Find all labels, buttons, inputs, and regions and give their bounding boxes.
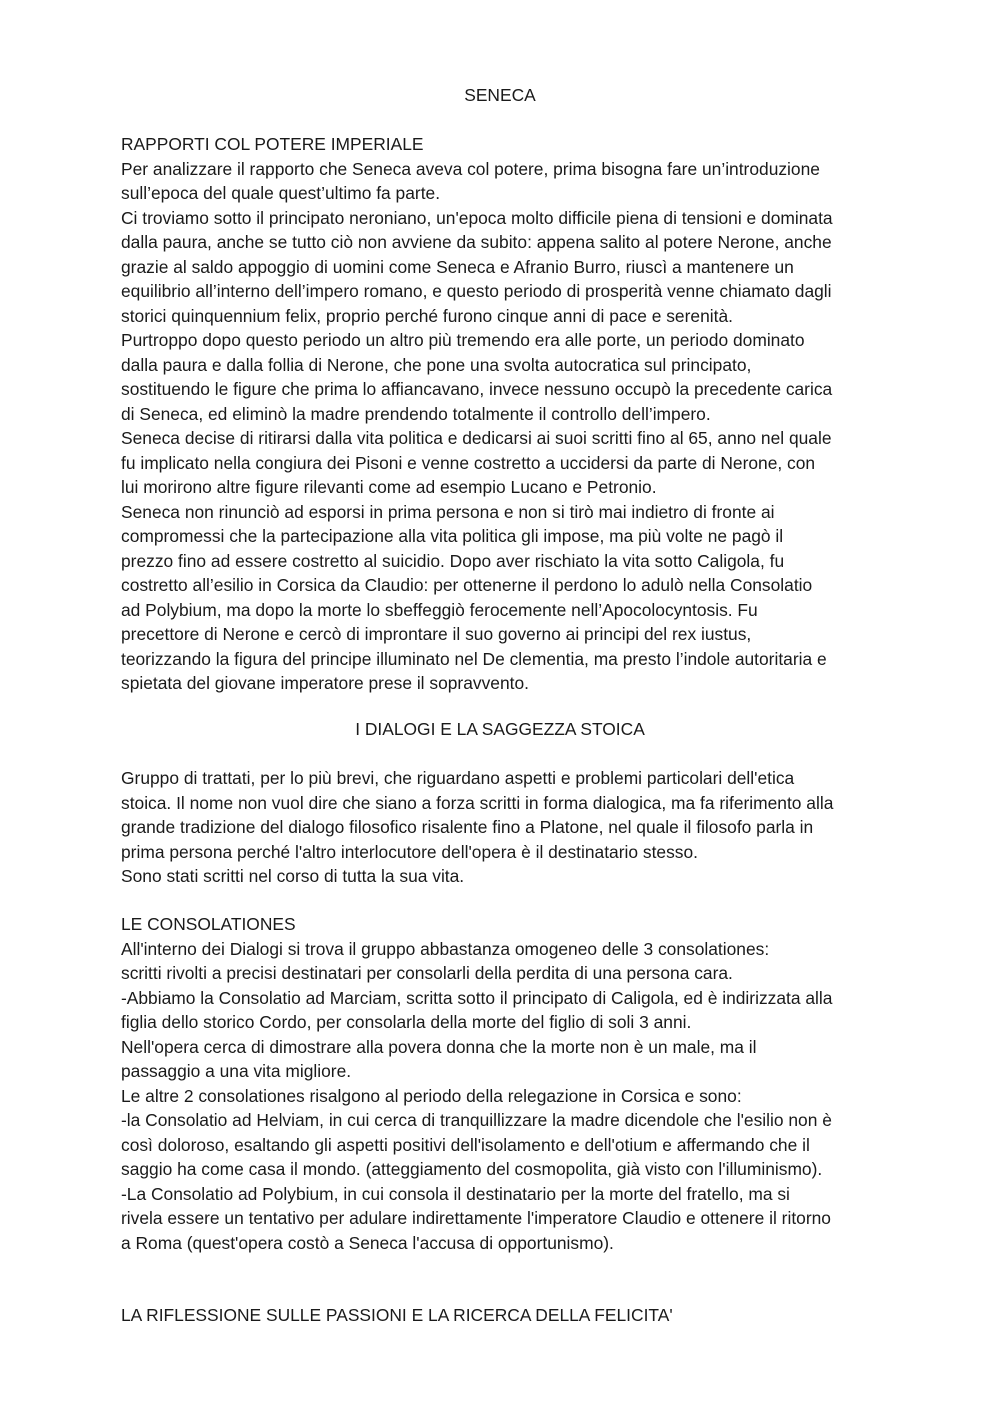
paragraph-line: passaggio a una vita migliore. [121, 1061, 352, 1081]
paragraph-line: grazie al saldo appoggio di uomini come Seneca e Afranio Burro, riuscì a mantenere un [121, 256, 794, 277]
paragraph-line: storici quinquennium felix, proprio perché furono cinque anni di pace e serenità. [121, 305, 733, 326]
paragraph-line: spietata del giovane imperatore prese il sopravvento. [121, 673, 529, 693]
paragraph-line: Le altre 2 consolationes risalgono al periodo della relegazione in Corsica e sono: [121, 1085, 742, 1106]
paragraph-line: -Abbiamo la Consolatio ad Marciam, scritta sotto il principato di Caligola, ed è indirizzata alla [121, 987, 833, 1008]
paragraph-line: Ci troviamo sotto il principato neroniano, un'epoca molto difficile piena di tensioni e dominata [121, 207, 833, 228]
paragraph-line: a Roma (quest'opera costò a Seneca l'accusa di opportunismo). [121, 1232, 614, 1253]
paragraph-line: rivela essere un tentativo per adulare indirettamente l'imperatore Claudio e ottenere il ritorno [121, 1208, 831, 1228]
paragraph-line: lui morirono altre figure rilevanti come ad esempio Lucano e Petronio. [121, 477, 657, 497]
paragraph-line: saggio ha come casa il mondo. (atteggiamento del cosmopolita, già visto con l'illuminismo). [121, 1159, 823, 1179]
paragraph-line: Per analizzare il rapporto che Seneca aveva col potere, prima bisogna fare un’introduzione [121, 158, 820, 179]
paragraph-line: così doloroso, esaltando gli aspetti positivi dell'isolamento e dell'otium e affermando che il [121, 1134, 810, 1155]
paragraph-line: fu implicato nella congiura dei Pisoni e venne costretto a uccidersi da parte di Nerone, con [121, 452, 816, 473]
paragraph-line: Seneca non rinunciò ad esporsi in prima persona e non si tirò mai indietro di fronte ai [121, 501, 775, 522]
paragraph-line: All'interno dei Dialogi si trova il gruppo abbastanza omogeneo delle 3 consolationes: [121, 938, 770, 959]
paragraph-line: dalla paura e dalla follia di Nerone, che pone una svolta autocratica sul principato, [121, 354, 752, 375]
paragraph-line: dalla paura, anche se tutto ciò non avviene da subito: appena salito al potere Nerone, anche [121, 232, 832, 252]
paragraph-line: di Seneca, ed eliminò la madre prendendo totalmente il controllo dell’impero. [121, 403, 711, 424]
paragraph-line: -la Consolatio ad Helviam, in cui cerca di tranquillizzare la madre dicendole che l'esilio non è [121, 1110, 832, 1130]
paragraph-line: Gruppo di trattati, per lo più brevi, che riguardano aspetti e problemi particolari dell'etica [121, 768, 795, 788]
paragraph-line: Seneca decise di ritirarsi dalla vita politica e dedicarsi ai suoi scritti fino al 65, anno nel quale [121, 428, 832, 448]
paragraph-line: precettore di Nerone e cercò di improntare il suo governo ai principi del rex iustus, [121, 624, 752, 644]
paragraph-line: figlia dello storico Cordo, per consolarla della morte del figlio di soli 3 anni. [121, 1012, 692, 1032]
paragraph-line: stoica. Il nome non vuol dire che siano a forza scritti in forma dialogica, ma fa riferimento alla [121, 792, 834, 813]
paragraph-line: costretto all’esilio in Corsica da Claudio: per ottenerne il perdono lo adulò nella Consolatio [121, 575, 813, 595]
paragraph-line: sostituendo le figure che prima lo affiancavano, invece nessuno occupò la precedente carica [121, 379, 833, 399]
paragraph-line: grande tradizione del dialogo filosofico risalente fino a Platone, nel quale il filosofo parla in [121, 817, 814, 837]
paragraph-line: sull’epoca del quale quest’ultimo fa parte. [121, 183, 441, 203]
paragraph-line: scritti rivolti a precisi destinatari per consolarli della perdita di una persona cara. [121, 963, 733, 983]
paragraph-line: compromessi che la partecipazione alla vita politica gli impose, ma più volte ne pagò il [121, 526, 784, 546]
paragraph-line: prima persona perché l'altro interlocutore dell'opera è il destinatario stesso. [121, 841, 698, 862]
paragraph-line: equilibrio all’interno dell’impero romano, e questo periodo di prosperità venne chiamato dagli [121, 281, 832, 301]
paragraph-line: Sono stati scritti nel corso di tutta la sua vita. [121, 866, 465, 886]
paragraph-line: prezzo fino ad essere costretto al suicidio. Dopo aver rischiato la vita sotto Caligola, fu [121, 550, 785, 571]
paragraph-line: Nell'opera cerca di dimostrare alla povera donna che la morte non è un male, ma il [121, 1036, 757, 1057]
paragraph-line: ad Polybium, ma dopo la morte lo sbeffeggiò ferocemente nell’Apocolocyntosis. Fu [121, 599, 758, 620]
paragraph-line: teorizzando la figura del principe illuminato nel De clementia, ma presto l’indole autoritaria e [121, 648, 827, 669]
section-heading-dialogi: I DIALOGI E LA SAGGEZZA STOICA [355, 719, 645, 739]
section-heading-rapporti: RAPPORTI COL POTERE IMPERIALE [121, 134, 424, 154]
paragraph-line: -La Consolatio ad Polybium, in cui consola il destinatario per la morte del fratello, ma si [121, 1183, 790, 1204]
section-heading-consolationes: LE CONSOLATIONES [121, 914, 296, 934]
paragraph-line: Purtroppo dopo questo periodo un altro più tremendo era alle porte, un periodo dominato [121, 330, 805, 350]
section-heading-passioni: LA RIFLESSIONE SULLE PASSIONI E LA RICERCA DELLA FELICITA' [121, 1305, 673, 1325]
document-title: SENECA [464, 85, 536, 105]
